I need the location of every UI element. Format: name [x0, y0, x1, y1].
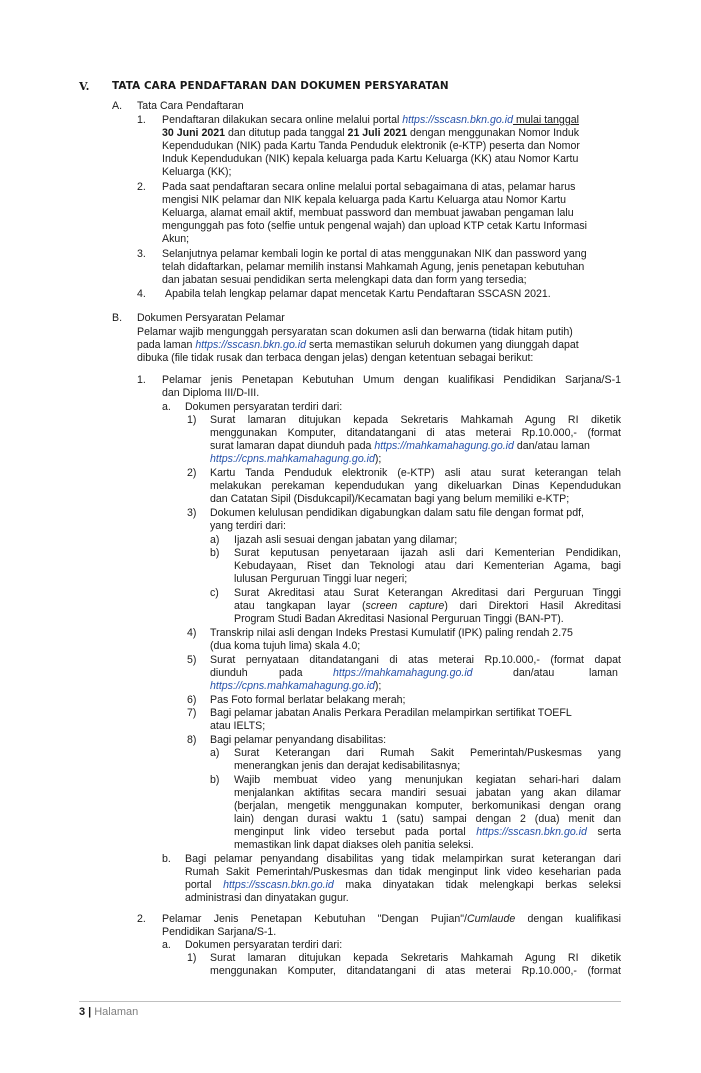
b1a-i7-line-1: Bagi pelamar jabatan Analis Perkara Peradilan melampirkan sertifikat TOEFL	[210, 707, 572, 719]
a2-line-3: Keluarga, alamat email aktif, membuat password dan membuat jawaban pengaman lalu	[162, 207, 574, 219]
b1a-i8a-line-2: menerangkan jenis dan derajat kedisabilitasnya;	[234, 760, 461, 772]
b1a-i3c-line-1: Surat Akreditasi atau Surat Keterangan Akreditasi dari Perguruan Tinggi	[234, 587, 621, 599]
b2a-title: Dokumen persyaratan terdiri dari:	[185, 939, 343, 951]
b1a-i1-line-4: https://cpns.mahkamahagung.go.id);	[210, 453, 382, 465]
b1a-i6-line-1: Pas Foto formal berlatar belakang merah;	[210, 694, 406, 706]
part-b-title: Dokumen Persyaratan Pelamar	[137, 312, 285, 324]
b1a-i8a-line-1: Surat Keterangan dari Rumah Sakit Pemerintah/Puskesmas yang	[234, 747, 621, 759]
b2-marker: 2.	[137, 913, 146, 925]
b1a-i3c-line-2: atau tangkapan layar (screen capture) dari Direktori Hasil Akreditasi	[234, 600, 621, 612]
b1a-i4-line-2: (dua koma tujuh lima) skala 4.0;	[210, 640, 361, 652]
b1a-i3c-line-3: Program Studi Badan Akreditasi Nasional Perguruan Tinggi (BAN-PT).	[234, 613, 564, 625]
b2a-i1-line-2: menggunakan Komputer, ditandatangani di atas meterai Rp.10.000,- (format	[210, 965, 621, 977]
b1a-i8a-marker: a)	[210, 747, 220, 759]
a1-line-4: Induk Kependudukan (NIK) kepala keluarga pada Kartu Keluarga (KK) atau Nomor Kartu	[162, 153, 579, 165]
b1a-i3-marker: 3)	[187, 507, 197, 519]
a1-line-2: 30 Juni 2021 dan ditutup pada tanggal 21 Juli 2021 dengan menggunakan Nomor Induk	[162, 127, 580, 139]
b1a-i5-line-1: Surat pernyataan ditandatangani di atas meterai Rp.10.000,- (format dapat	[210, 654, 621, 666]
b1a-i5-line-2c: dan/atau	[513, 667, 555, 679]
b1a-i7-line-2: atau IELTS;	[210, 720, 266, 732]
part-a-marker: A.	[112, 100, 123, 112]
b1-line-1: Pelamar jenis Penetapan Kebutuhan Umum dengan kualifikasi Pendidikan Sarjana/S-1	[162, 374, 621, 386]
mahkamahagung-link[interactable]: https://mahkamahagung.go.id	[333, 667, 473, 679]
a2-line-2: mengisi NIK pelamar dan NIK kepala keluarga pada Kartu Keluarga atau Nomor Kartu	[162, 194, 566, 206]
part-b-intro-1: Pelamar wajib mengunggah persyaratan scan dokumen asli dan berwarna (tidak hitam putih)	[137, 326, 573, 338]
mahkamahagung-link[interactable]: https://mahkamahagung.go.id	[374, 440, 514, 452]
b1a-i5-line-2b: pada	[279, 667, 303, 679]
b1a-i5-line-2d: laman	[589, 667, 618, 679]
b1a-i5-marker: 5)	[187, 654, 197, 666]
b1a-i2-line-2: melakukan perekaman kependudukan yang dikeluarkan Dinas Kependudukan	[210, 480, 621, 492]
a3-line-2: telah didaftarkan, pelamar memilih instansi Mahkamah Agung, jenis penetapan kebutuhan	[162, 261, 585, 273]
b1a-i7-marker: 7)	[187, 707, 197, 719]
b1b-marker: b.	[162, 853, 171, 865]
page-label: Halaman	[94, 1006, 139, 1018]
b1a-i3b-marker: b)	[210, 547, 220, 559]
sscasn-link[interactable]: https://sscasn.bkn.go.id	[402, 114, 513, 126]
b1b-line-4: administrasi dan dinyatakan gugur.	[185, 892, 349, 904]
b1a-i5-line-3: https://cpns.mahkamahagung.go.id);	[210, 680, 382, 692]
b1a-i2-line-1: Kartu Tanda Penduduk elektronik (e-KTP) asli atau surat keterangan telah	[210, 467, 621, 479]
b1a-i1-line-1: Surat lamaran ditujukan kepada Sekretaris Mahkamah Agung RI diketik	[210, 414, 621, 426]
a4-marker: 4.	[137, 288, 146, 300]
b1a-i1-line-2: menggunakan Komputer, ditandatangani di atas meterai Rp.10.000,- (format	[210, 427, 621, 439]
b1a-i3a-marker: a)	[210, 534, 220, 546]
b1a-i3-line-2: yang terdiri dari:	[210, 520, 286, 532]
b1a-i8b-line-6: memastikan link dapat diakses oleh panitia seleksi.	[234, 839, 474, 851]
a2-line-4: mengunggah pas foto (selfie untuk pengenal wajah) dan upload KTP cetak Kartu Informasi	[162, 220, 588, 232]
cpns-mahkamahagung-link[interactable]: https://cpns.mahkamahagung.go.id	[210, 453, 375, 465]
b1b-line-2: Rumah Sakit Pemerintah/Puskesmas dan tidak menginput link video keseharian pada	[185, 866, 621, 878]
b1a-i8b-line-2: menjalankan aktifitas secara mandiri sesuai jabatan yang akan dilamar	[234, 787, 621, 799]
b1a-i1-line-3: surat lamaran dapat diunduh pada https://mahkamahagung.go.id dan/atau laman	[210, 440, 590, 452]
b2-line-2: Pendidikan Sarjana/S-1.	[162, 926, 277, 938]
a2-marker: 2.	[137, 181, 146, 193]
b1a-i8b-line-3: (berjalan, mengetik menggunakan komputer, berkomunikasi dengan orang	[234, 800, 621, 812]
b1a-i8b-line-4: lain) dengan durasi waktu 1 (satu) sampai dengan 2 (dua) menit dan	[234, 813, 621, 825]
a3-line-1: Selanjutnya pelamar kembali login ke portal di atas menggunakan NIK dan password yang	[162, 248, 587, 260]
b1a-i5-line-2a: diunduh	[210, 667, 248, 679]
b1b-line-3: portal https://sscasn.bkn.go.id maka dinyatakan tidak melengkapi berkas seleksi	[185, 879, 621, 891]
sscasn-link[interactable]: https://sscasn.bkn.go.id	[223, 879, 334, 891]
b2-line-1: Pelamar Jenis Penetapan Kebutuhan "Dengan Pujian"/Cumlaude dengan kualifikasi	[162, 913, 621, 925]
part-b-intro-2: pada laman https://sscasn.bkn.go.id serta memastikan seluruh dokumen yang diunggah dapat	[137, 339, 579, 351]
b1a-i3c-marker: c)	[210, 587, 219, 599]
a1-line-3: Kependudukan (NIK) pada Kartu Tanda Penduduk elektronik (e-KTP) peserta dan Nomor	[162, 140, 580, 152]
part-a-title: Tata Cara Pendaftaran	[137, 100, 244, 112]
b1a-i6-marker: 6)	[187, 694, 197, 706]
a2-line-1: Pada saat pendaftaran secara online melalui portal sebagaimana di atas, pelamar harus	[162, 181, 576, 193]
b1-line-2: dan Diploma III/D-III.	[162, 387, 260, 399]
b1a-i8b-line-5: menginput link video tersebut pada portal https://sscasn.bkn.go.id serta	[234, 826, 621, 838]
b1a-i3b-line-1: Surat keputusan penyetaraan ijazah asli dari Kementerian Pendidikan,	[234, 547, 621, 559]
b1a-i4-line-1: Transkrip nilai asli dengan Indeks Prestasi Kumulatif (IPK) paling rendah 2.75	[210, 627, 573, 639]
footer-divider	[79, 1001, 621, 1002]
b1a-i3b-line-3: lulusan Perguruan Tinggi luar negeri;	[234, 573, 408, 585]
b1a-i8b-line-1: Wajib membuat video yang menunjukan kegiatan sehari-hari dalam	[234, 774, 621, 786]
b1a-i3-line-1: Dokumen kelulusan pendidikan digabungkan dalam satu file dengan format pdf,	[210, 507, 584, 519]
b1a-i2-line-3: dan Catatan Sipil (Disdukcapil)/Kecamatan bagi yang belum memiliki e-KTP;	[210, 493, 570, 505]
b2a-i1-line-1: Surat lamaran ditujukan kepada Sekretaris Mahkamah Agung RI diketik	[210, 952, 621, 964]
b1a-i4-marker: 4)	[187, 627, 197, 639]
a2-line-5: Akun;	[162, 233, 190, 245]
page-footer	[79, 1006, 138, 1018]
page-number: 3	[79, 1006, 86, 1018]
section-title: TATA CARA PENDAFTARAN DAN DOKUMEN PERSYARATAN	[112, 80, 449, 92]
a1-line-1: Pendaftaran dilakukan secara online melalui portal https://sscasn.bkn.go.id mulai tanggal	[162, 114, 579, 126]
part-b-marker: B.	[112, 312, 123, 324]
b1b-line-1: Bagi pelamar penyandang disabilitas yang tidak melampirkan surat keterangan dari	[185, 853, 621, 865]
a3-line-3: dan jabatan sesuai pendidikan serta melengkapi data dan form yang tersedia;	[162, 274, 527, 286]
sscasn-link[interactable]: https://sscasn.bkn.go.id	[476, 826, 587, 838]
b2a-i1-marker: 1)	[187, 952, 197, 964]
b1a-i3b-line-2: Kebudayaan, Riset dan Teknologi atau dari Kementerian Agama, bagi	[234, 560, 621, 572]
part-b-intro-3: dibuka (file tidak rusak dan terbaca dengan jelas) dengan ketentuan sebagai berikut:	[137, 352, 534, 364]
b1a-title: Dokumen persyaratan terdiri dari:	[185, 401, 343, 413]
b1a-marker: a.	[162, 401, 171, 413]
b1a-i2-marker: 2)	[187, 467, 197, 479]
a4-line-1: Apabila telah lengkap pelamar dapat mencetak Kartu Pendaftaran SSCASN 2021.	[165, 288, 551, 300]
b1-marker: 1.	[137, 374, 146, 386]
b1a-i3a-line-1: Ijazah asli sesuai dengan jabatan yang dilamar;	[234, 534, 458, 546]
a3-marker: 3.	[137, 248, 146, 260]
b1a-i8-marker: 8)	[187, 734, 197, 746]
footer-separator: |	[88, 1006, 92, 1018]
cpns-mahkamahagung-link[interactable]: https://cpns.mahkamahagung.go.id	[210, 680, 375, 692]
b1a-i8b-marker: b)	[210, 774, 220, 786]
section-number: V.	[79, 80, 90, 93]
sscasn-link[interactable]: https://sscasn.bkn.go.id	[195, 339, 307, 351]
b1a-i8-line-1: Bagi pelamar penyandang disabilitas:	[210, 734, 387, 746]
b2a-marker: a.	[162, 939, 171, 951]
a1-marker: 1.	[137, 114, 146, 126]
a1-line-5: Keluarga (KK);	[162, 166, 232, 178]
b1a-i1-marker: 1)	[187, 414, 197, 426]
